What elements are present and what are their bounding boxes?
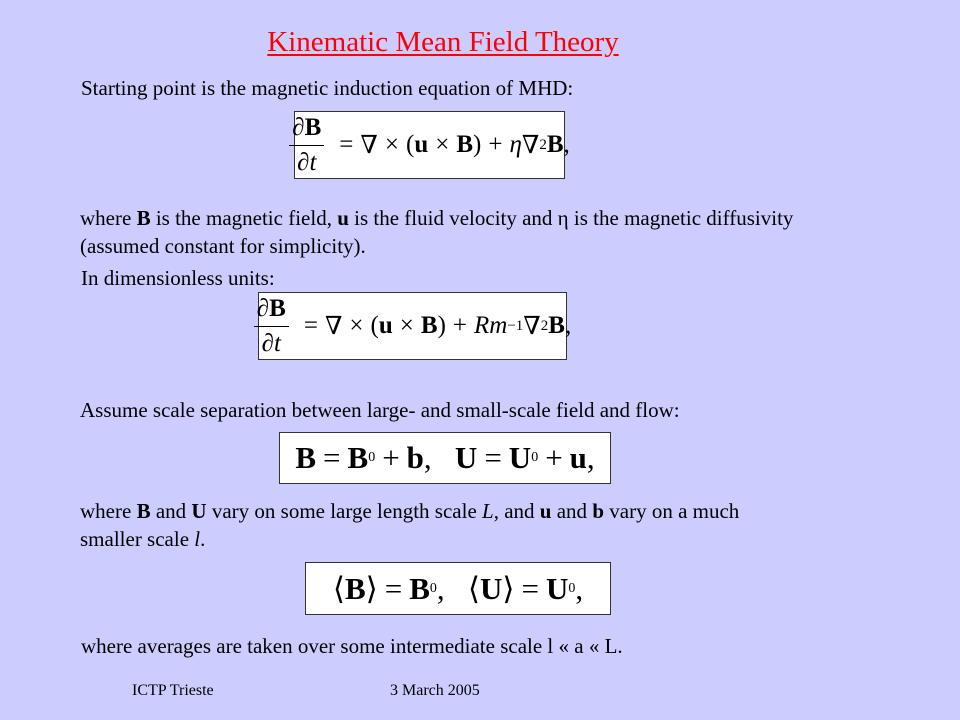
induction-equation xyxy=(292,111,570,179)
equation-content: $\frac{\partial B}{\partial t}$ = ∇ × ( u × B ) + Rm −1 ∇ 2 B , xyxy=(254,294,571,359)
footer-location: ICTP Trieste xyxy=(132,682,214,699)
footer-date: 3 March 2005 xyxy=(390,682,480,699)
scale-separation-equation xyxy=(279,432,611,484)
scale-separation-text: Assume scale separation between large- and small-scale field and flow: xyxy=(80,398,680,422)
equation-content: B = B 0 + b , U = U 0 + u , xyxy=(295,440,595,475)
where-vary-text: where B and U vary on some large length scale L, and u and b vary on a much smaller scale l. xyxy=(80,499,740,551)
equation-content: ⟨ B ⟩ = B 0 , ⟨ U ⟩ = U 0 , xyxy=(332,570,584,606)
where-b-text: where B is the magnetic field, u is the fluid velocity and η is the magnetic diffusivity (assumed constant for simplicity). xyxy=(80,206,794,258)
averages-text: where averages are taken over some intermediate scale l « a « L. xyxy=(81,634,623,658)
averages-equation xyxy=(305,562,611,615)
slide-title: Kinematic Mean Field Theory xyxy=(267,26,619,58)
equation-content: $\frac{\partial B}{\partial t}$ = ∇ × ( u × B ) + η ∇ 2 B , xyxy=(289,113,570,178)
dimensionless-text: In dimensionless units: xyxy=(81,266,275,290)
intro-text: Starting point is the magnetic induction equation of MHD: xyxy=(81,76,574,100)
dimensionless-equation xyxy=(256,292,572,360)
